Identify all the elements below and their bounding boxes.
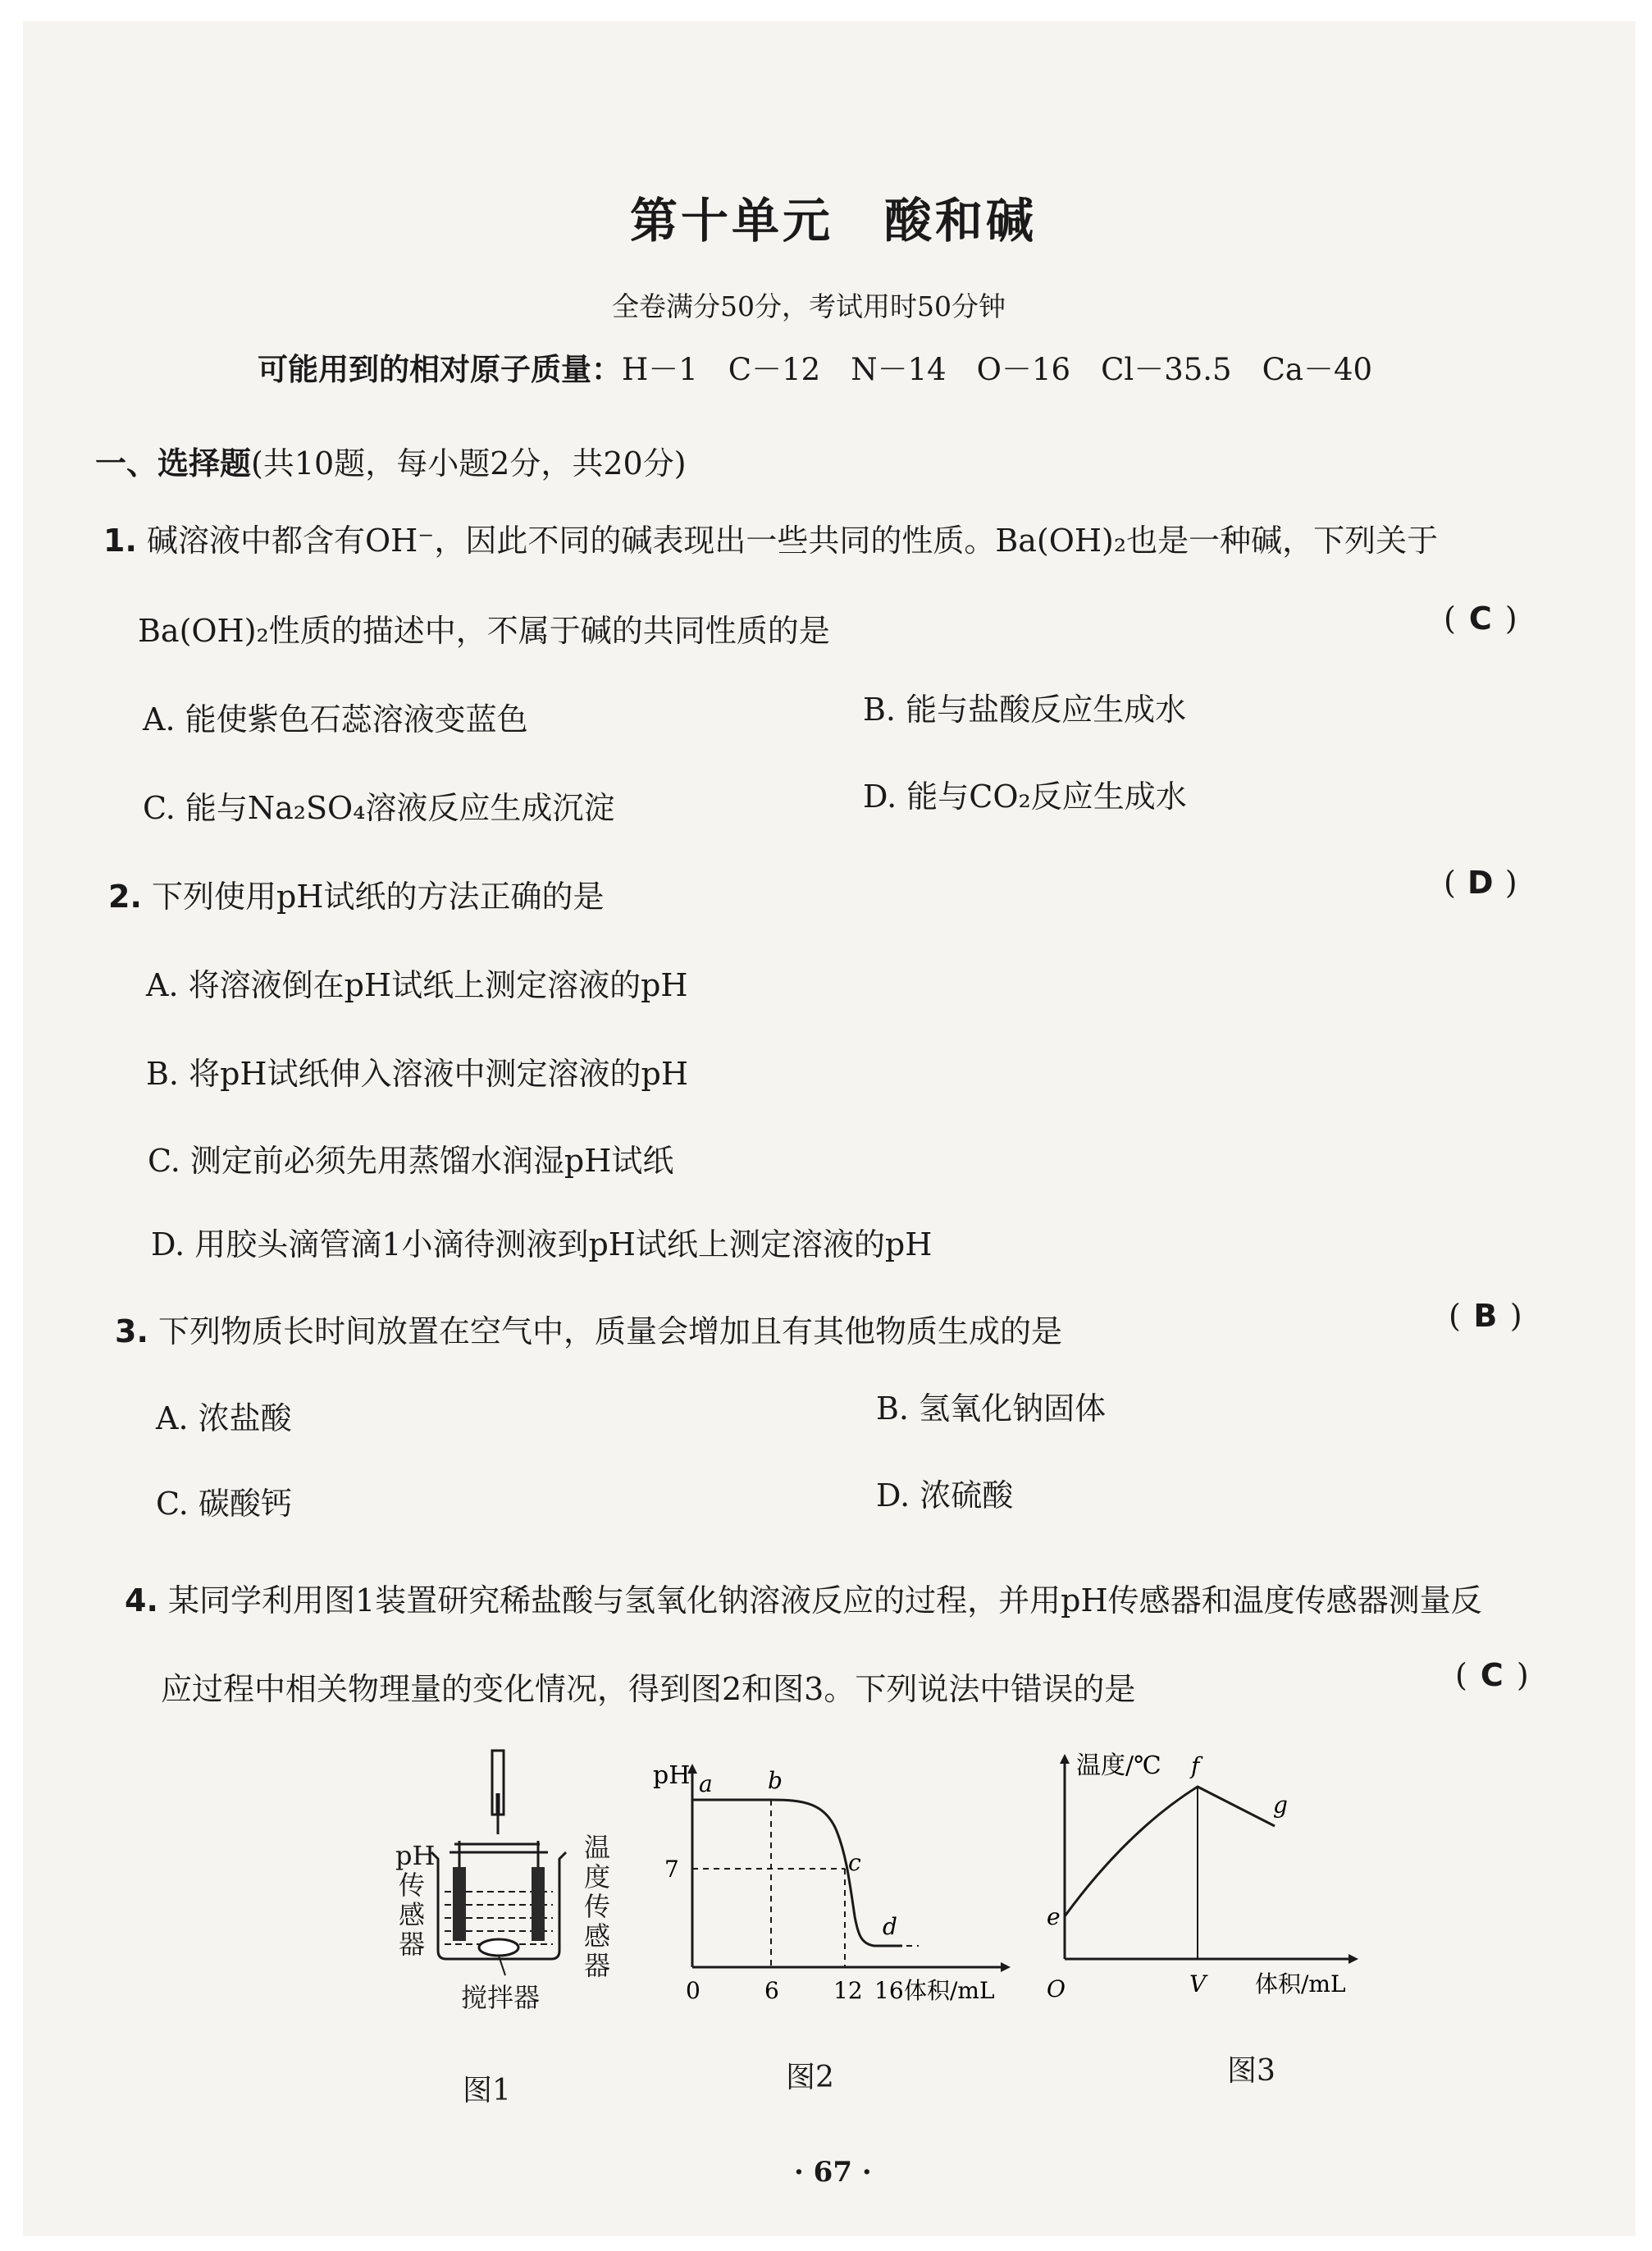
page-number: · 67 · bbox=[794, 2156, 872, 2189]
q1-option-d: D. 能与CO₂反应生成水 bbox=[863, 778, 1187, 815]
fig3-temperature-curve bbox=[1065, 1787, 1275, 1916]
q1-stem-1: 碱溶液中都含有OH⁻，因此不同的碱表现出一些共同的性质。Ba(OH)₂也是一种碱，下列关于 bbox=[146, 523, 1439, 559]
q4-stem-2: 应过程中相关物理量的变化情况，得到图2和图3。下列说法中错误的是 bbox=[161, 1671, 1136, 1707]
q3-stem: 下列物质长时间放置在空气中，质量会增加且有其他物质生成的是 bbox=[157, 1313, 1062, 1349]
q2-number: 2. bbox=[108, 879, 142, 915]
q1-answer: ( C ) bbox=[1444, 600, 1517, 637]
q2-option-b: B. 将pH试纸伸入溶液中测定溶液的pH bbox=[146, 1056, 689, 1092]
fig1-label-ph-sensor: pH传感器 bbox=[395, 1840, 436, 1960]
fig3-temperature-chart bbox=[1029, 1741, 1373, 2003]
fig2-ph-curve bbox=[692, 1800, 902, 1946]
fig3-xtick-v: V bbox=[1189, 1970, 1207, 1998]
fig2-ph-chart bbox=[640, 1760, 1017, 2007]
q1-option-a: A. 能使紫色石蕊溶液变蓝色 bbox=[143, 701, 528, 737]
q1-option-c: C. 能与Na₂SO₄溶液反应生成沉淀 bbox=[143, 790, 615, 826]
fig2-point-a: a bbox=[699, 1770, 713, 1797]
q3-option-d: D. 浓硫酸 bbox=[876, 1477, 1014, 1514]
fig3-point-e: e bbox=[1047, 1903, 1061, 1930]
fig2-origin: 0 bbox=[686, 1977, 701, 2004]
fig3-xlabel: 体积/mL bbox=[1255, 1970, 1346, 1998]
fig2-xtick-6: 6 bbox=[764, 1977, 779, 2004]
fig2-point-c: c bbox=[848, 1849, 861, 1876]
fig3-point-g: g bbox=[1273, 1792, 1288, 1819]
ph-sensor-icon bbox=[453, 1841, 466, 1941]
atomic-mass-values: H－1 C－12 N－14 O－16 Cl－35.5 Ca－40 bbox=[622, 352, 1373, 387]
q3-answer: ( B ) bbox=[1449, 1298, 1522, 1334]
q3-line1 bbox=[115, 1306, 1062, 1351]
q2-line1 bbox=[108, 871, 604, 916]
q3-option-b: B. 氢氧化钠固体 bbox=[876, 1390, 1107, 1427]
fig2-caption: 图2 bbox=[786, 2061, 834, 2094]
atomic-mass-line bbox=[258, 345, 1372, 389]
q4-stem-1: 某同学利用图1装置研究稀盐酸与氢氧化钠溶液反应的过程，并用pH传感器和温度传感器测量反 bbox=[167, 1582, 1482, 1619]
dropper-icon bbox=[492, 1751, 504, 1834]
fig2-x-arrow bbox=[1001, 1962, 1011, 1972]
q1-option-b: B. 能与盐酸反应生成水 bbox=[863, 692, 1187, 728]
q2-option-c: C. 测定前必须先用蒸馏水润湿pH试纸 bbox=[148, 1143, 674, 1179]
q2-answer: ( D ) bbox=[1444, 865, 1517, 901]
temperature-sensor-icon bbox=[532, 1841, 545, 1941]
fig2-point-b: b bbox=[768, 1767, 783, 1794]
unit-title: 第十单元 酸和碱 bbox=[630, 193, 1038, 249]
q3-option-c: C. 碳酸钙 bbox=[156, 1486, 292, 1522]
q2-answer-letter: D bbox=[1467, 865, 1494, 901]
q3-answer-letter: B bbox=[1473, 1298, 1498, 1334]
q3-option-a: A. 浓盐酸 bbox=[156, 1400, 292, 1436]
q4-line1 bbox=[125, 1575, 1482, 1620]
q1-number: 1. bbox=[103, 523, 137, 559]
q2-option-a: A. 将溶液倒在pH试纸上测定溶液的pH bbox=[146, 967, 688, 1003]
fig3-y-arrow bbox=[1060, 1754, 1070, 1764]
fig1-label-stirrer: 搅拌器 bbox=[461, 1982, 541, 2013]
q1-stem-2: Ba(OH)₂性质的描述中，不属于碱的共同性质的是 bbox=[138, 613, 830, 649]
fig3-x-arrow bbox=[1349, 1954, 1358, 1964]
q4-number: 4. bbox=[125, 1582, 158, 1619]
fig3-origin: O bbox=[1047, 1975, 1066, 2002]
section-title: 一、选择题 bbox=[95, 445, 252, 482]
fig3-ylabel: 温度/℃ bbox=[1076, 1751, 1161, 1780]
q4-answer: ( C ) bbox=[1455, 1657, 1529, 1693]
q1-answer-letter: C bbox=[1468, 600, 1492, 637]
stirrer-icon bbox=[479, 1939, 518, 1956]
q2-option-d: D. 用胶头滴管滴1小滴待测液到pH试纸上测定溶液的pH bbox=[151, 1226, 933, 1262]
fig2-xtick-12: 12 bbox=[833, 1977, 863, 2004]
fig2-xtick-16: 16 bbox=[874, 1977, 904, 2004]
q1-line1 bbox=[103, 515, 1438, 560]
exam-page bbox=[23, 21, 1636, 2236]
fig1-label-temp-sensor: 温度传感器 bbox=[583, 1832, 610, 1981]
fig2-ylabel: pH bbox=[653, 1761, 691, 1790]
q4-answer-letter: C bbox=[1480, 1657, 1504, 1693]
section-detail: (共10题，每小题2分，共20分) bbox=[251, 445, 687, 482]
fig2-ytick-7: 7 bbox=[664, 1856, 679, 1883]
fig2-xlabel: 体积/mL bbox=[904, 1977, 995, 2004]
section-heading bbox=[95, 438, 687, 483]
q3-number: 3. bbox=[115, 1313, 148, 1349]
atomic-mass-label: 可能用到的相对原子质量： bbox=[258, 352, 622, 387]
fig3-point-f: f bbox=[1191, 1752, 1200, 1779]
fig2-point-d: d bbox=[883, 1913, 897, 1940]
fig3-caption: 图3 bbox=[1227, 2054, 1276, 2088]
fig1-caption: 图1 bbox=[463, 2074, 511, 2107]
exam-note: 全卷满分50分，考试用时50分钟 bbox=[612, 290, 1006, 322]
q2-stem: 下列使用pH试纸的方法正确的是 bbox=[151, 879, 605, 915]
